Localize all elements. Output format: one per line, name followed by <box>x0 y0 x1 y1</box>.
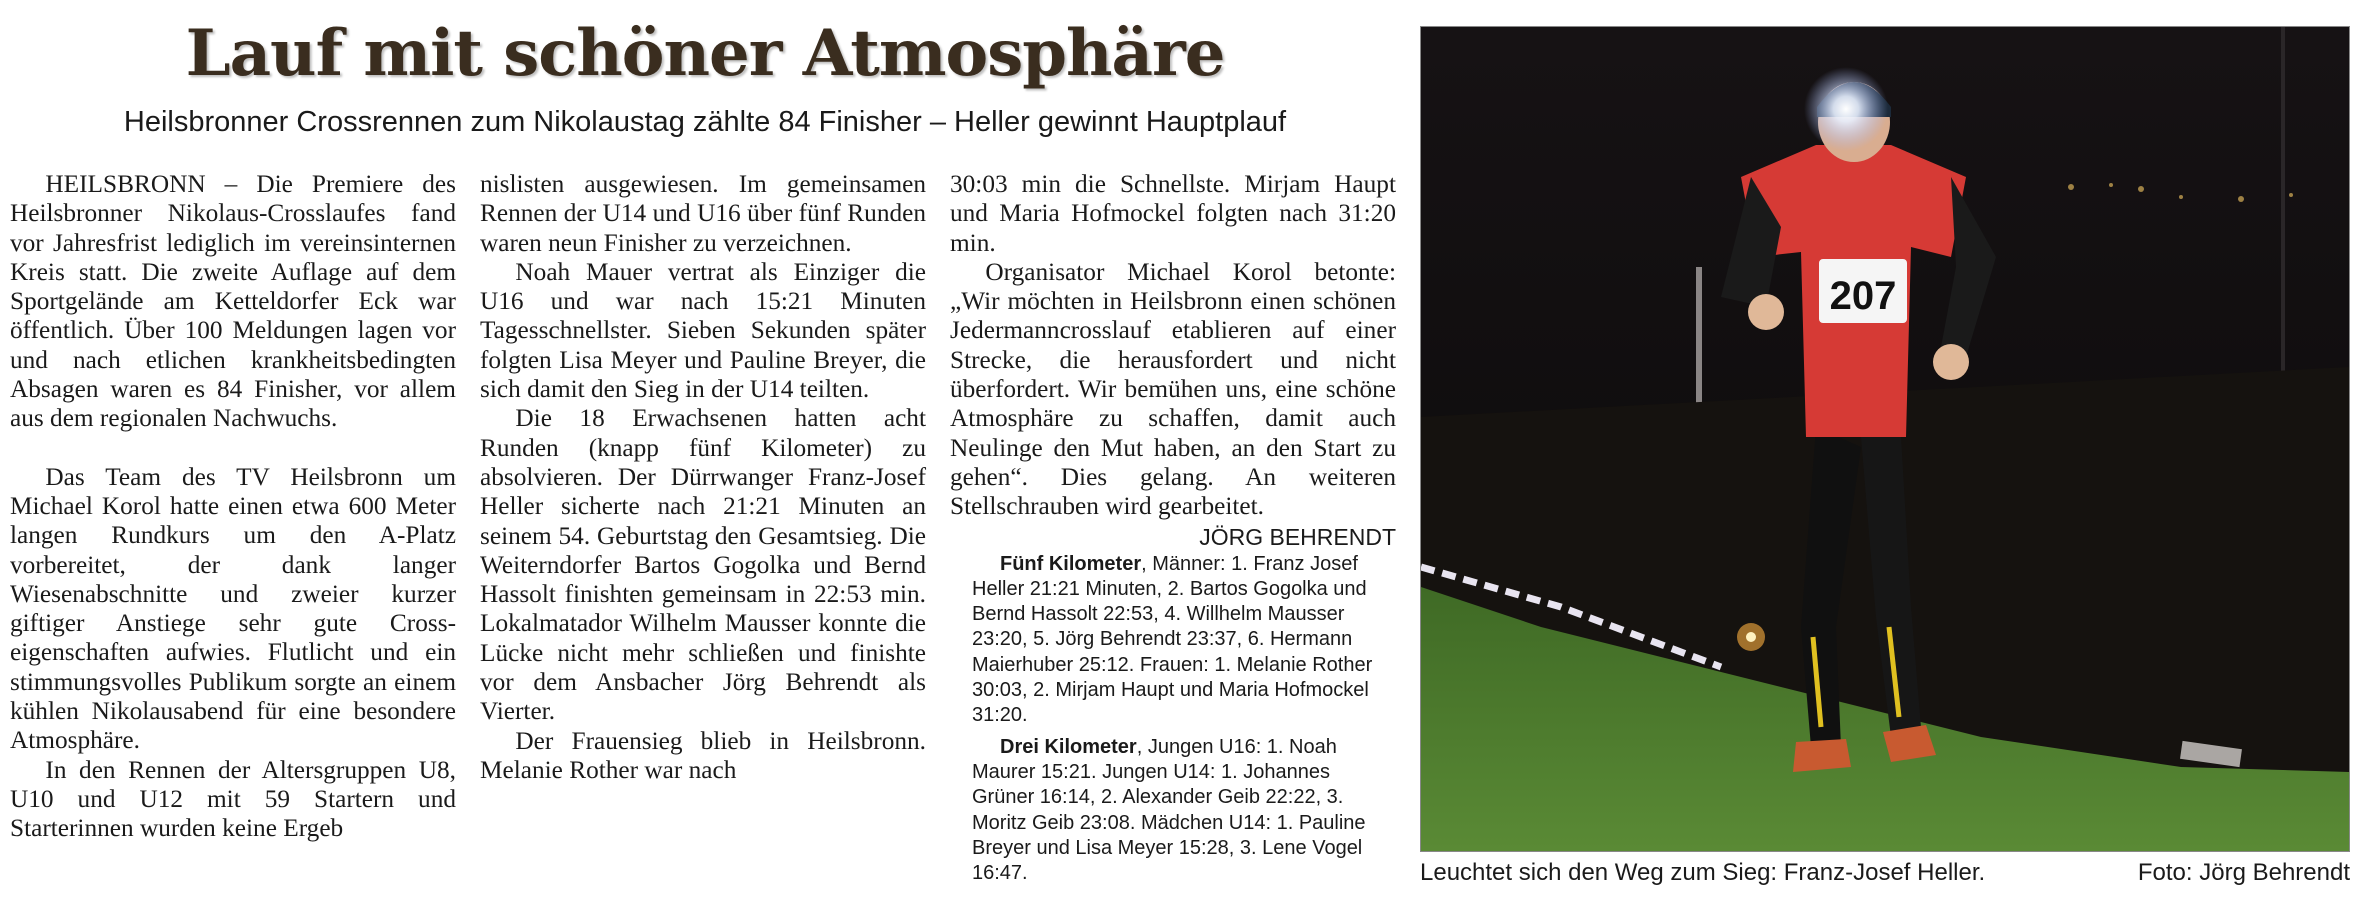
article-headline: Lauf mit schöner Atmosphäre <box>185 16 1225 91</box>
headlamp-glow <box>1804 67 1888 151</box>
paragraph: Das Team des TV Heilsbronn um Michael Korol hatte einen etwa 600 Meter langen Rundkurs um den A-Platz vorbereitet, der dank langer Wiesenabschnitte und zweier kurzer giftiger Anstiege sehr gute Crosseigenschaften aufwies. Flutlicht und ein stimmungsvolles Publikum sorgte an einem kühlen Nikolausabend für eine besondere Atmosphäre. <box>10 462 456 755</box>
results-box-3km <box>950 735 1396 887</box>
paragraph: nislisten ausgewiesen. Im gemeinsamen Rennen der U14 und U16 über fünf Runden waren neun Finisher zu verzeichnen. <box>480 170 926 257</box>
article-column-2 <box>480 170 926 785</box>
runner-photo <box>1420 26 2350 852</box>
results-text: , Männer: 1. Franz Josef Heller 21:21 Minuten, 2. Bartos Gogolka und Bernd Hassolt 22:53, 4. Willhelm Mausser 23:20, 5. Jörg Behrendt 23:37, 6. Hermann Maierhuber 25:12. Frauen: 1. Melanie Rother 30:03, 2. Mirjam Haupt und Maria Hofmockel 31:20. <box>972 552 1373 727</box>
article-subline: Heilsbronner Crossrennen zum Nikolaustag zählte 84 Finisher – Heller gewinnt Hauptplauf <box>123 106 1287 138</box>
photo-credit: Foto: Jörg Behrendt <box>2137 859 2350 886</box>
light-pole <box>2281 27 2285 387</box>
paragraph: 30:03 min die Schnellste. Mirjam Haupt und Maria Hofmockel folgten nach 31:20 min. <box>950 170 1396 257</box>
results-text: , Jungen U16: 1. Noah Maurer 15:21. Jungen U14: 1. Johannes Grüner 16:14, 2. Alexander Geib 22:22, 3. Moritz Geib 23:08. Mädchen U14: 1. Pauline Breyer und Lisa Meyer 15:28, 3. Lene Vogel 16:47. <box>972 735 1366 885</box>
article-column-3 <box>950 170 1396 886</box>
paragraph: HEILSBRONN – Die Premiere des Heilsbronner Nikolaus-Crosslaufes fand vor Jahresfrist lediglich im vereinsinternen Kreis statt. Die zweite Auflage auf dem Sportgelände am Ketteldorfer Eck war öffentlich. Über 100 Meldungen lagen vor und nach etlichen krankheitsbedingten Absagen waren es 84 Finisher, vor allem aus dem regionalen Nachwuchs. <box>10 170 456 433</box>
results-box-5km <box>950 552 1396 729</box>
results-heading: Fünf Kilometer <box>1000 552 1142 575</box>
paragraph: In den Rennen der Altersgruppen U8, U10 und U12 mit 59 Startern und Starterinnen wurden keine Ergeb <box>10 755 456 843</box>
results-heading: Drei Kilometer <box>1000 735 1137 758</box>
paragraph: Organisator Michael Korol betonte: „Wir möchten in Heilsbronn einen schönen Jedermanncrosslauf etablieren auf einer Strecke, die herausfordert und nicht überfordert. Wir bemühen uns, eine schöne Atmosphäre zu schaffen, damit auch Neulinge den Mut haben, an den Start zu gehen“. Dies gelang. An weiteren Stellschrauben wird gearbeitet. <box>950 257 1396 521</box>
article-column-1 <box>10 170 456 844</box>
paragraph: Die 18 Erwachsenen hatten acht Runden (knapp fünf Kilometer) zu absolvieren. Der Dürrwanger Franz-Josef Heller sicherte nach 21:21 Minuten an seinem 54. Geburtstag den Gesamtsieg. Die Weiterndorfer Bartos Gogolka und Bernd Hassolt finishten gemeinsam in 22:53 min. Lokalmatador Wilhelm Mausser konnte die Lücke nicht mehr schließen und finishte vor dem Ansbacher Jörg Behrendt als Vierter. <box>480 404 926 726</box>
caption-text: Leuchtet sich den Weg zum Sieg: Franz-Josef Heller. <box>1420 859 1986 886</box>
bib-number: 207 <box>1829 274 1897 318</box>
author-byline: JÖRG BEHRENDT <box>1199 523 1396 550</box>
paragraph: Der Frauensieg blieb in Heilsbronn. Melanie Rother war nach <box>480 726 926 784</box>
photo-caption <box>1420 858 2350 888</box>
paragraph: Noah Mauer vertrat als Einziger die U16 und war nach 15:21 Minuten Tagesschnellster. Sieben Sekunden später folgten Lisa Meyer und Pauline Breyer, die sich damit den Sieg in der U14 teilten. <box>480 257 926 404</box>
